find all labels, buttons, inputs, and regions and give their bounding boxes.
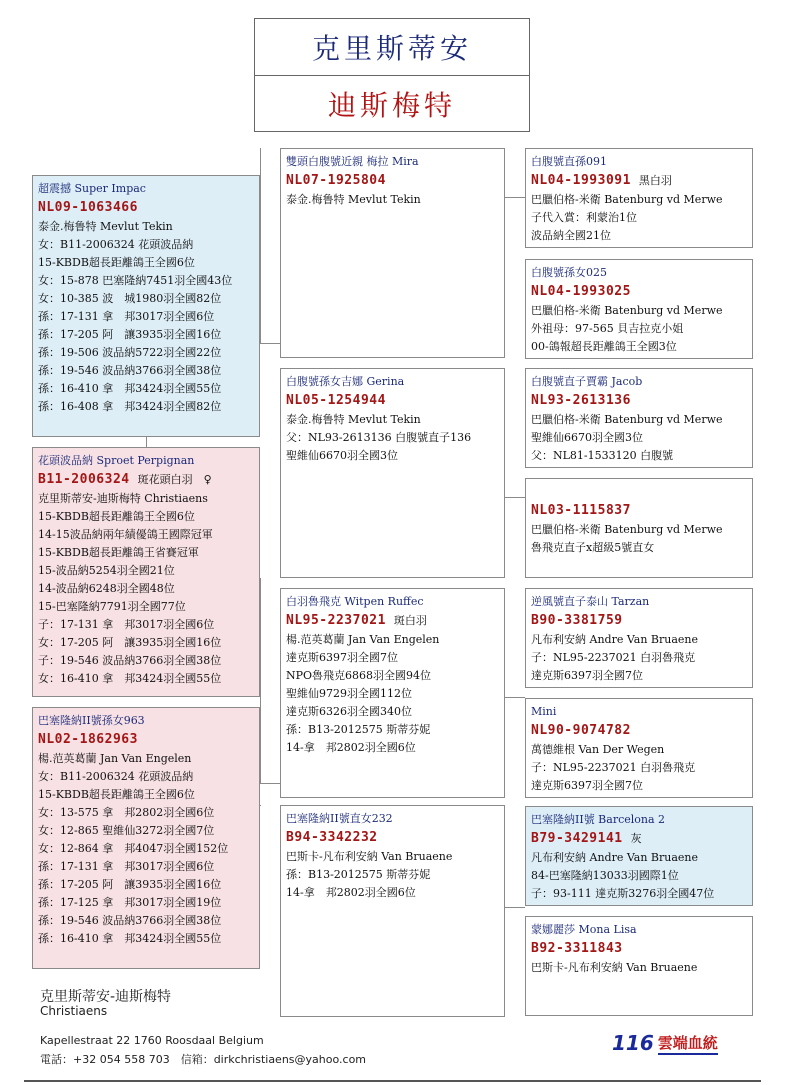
info-line: NPO魯飛克6868羽全國94位 [286, 669, 432, 682]
pedigree-title-box [254, 18, 530, 132]
ancestor-card [525, 478, 753, 578]
color-label: 灰 [630, 832, 642, 845]
info-line: 子：NL95-2237021 白羽魯飛克 [531, 651, 696, 664]
subject-card [32, 447, 260, 697]
ring-number: B90-3381759 [531, 613, 623, 628]
ring-number: NL95-2237021 斑白羽 [286, 613, 427, 628]
pigeon-name: 巴塞隆納II號直女232 [286, 812, 393, 825]
brand-logo [612, 1030, 722, 1056]
ancestor-card-highlight [525, 806, 753, 906]
info-line: 子：93-111 達克斯3276羽全國47位 [531, 887, 715, 900]
info-line: 孫：17-125 拿 邦3017羽全國19位 [38, 896, 222, 909]
color-label: 斑白羽 [393, 614, 427, 627]
info-line: 女：B11-2006324 花頭波品納 [38, 770, 194, 783]
ring-number: NL90-9074782 [531, 723, 631, 738]
info-line: 巴斯卡-凡布利安納 Van Bruaene [286, 850, 453, 863]
info-line: 14-15波品納兩年績優鴿王國際冠軍 [38, 528, 213, 541]
connector-line [260, 805, 261, 806]
grandsire-sire-card [280, 148, 505, 358]
ancestor-card [525, 698, 753, 798]
pigeon-name: 蒙娜麗莎 Mona Lisa [531, 923, 637, 936]
bottom-divider [24, 1080, 761, 1082]
info-line: 女：16-410 拿 邦3424羽全國55位 [38, 672, 222, 685]
info-line: 15-波品納5254羽全國21位 [38, 564, 175, 577]
connector-line [260, 343, 280, 344]
info-line: 楊.范英葛蘭 Jan Van Engelen [38, 752, 192, 765]
info-line: 孫：19-546 波品納3766羽全國38位 [38, 364, 222, 377]
connector-line [260, 783, 280, 784]
info-line: 聖維仙9729羽全國112位 [286, 687, 412, 700]
ring-number: B94-3342232 [286, 830, 378, 845]
info-line: 孫：19-506 波品納5722羽全國22位 [38, 346, 222, 359]
info-line: 外祖母：97-565 貝吉拉克小姐 [531, 322, 684, 335]
info-line: 14-波品納6248羽全國48位 [38, 582, 175, 595]
ancestor-card [525, 148, 753, 248]
grandsire-dam-card [280, 588, 505, 798]
info-line: 女：12-865 聖維仙3272羽全國7位 [38, 824, 215, 837]
info-line: 子：17-131 拿 邦3017羽全國6位 [38, 618, 215, 631]
info-line: 泰金.梅鲁特 Mevlut Tekin [286, 193, 421, 206]
info-line: 父：NL81-1533120 白腹號 [531, 449, 674, 462]
info-line: 巴臘伯格-米衛 Batenburg vd Merwe [531, 304, 723, 317]
info-line: 孫：B13-2012575 斯蒂芬妮 [286, 723, 431, 736]
info-line: 楊.范英葛蘭 Jan Van Engelen [286, 633, 440, 646]
info-line: 孫：16-410 拿 邦3424羽全國55位 [38, 382, 222, 395]
info-line: 孫：19-546 波品納3766羽全國38位 [38, 914, 222, 927]
info-line: 孫：17-131 拿 邦3017羽全國6位 [38, 310, 215, 323]
color-sex-label: 斑花頭白羽 ♀ [137, 473, 212, 486]
info-line: 15-KBDB超長距離鴿王全國6位 [38, 510, 195, 523]
info-line: 女：13-575 拿 邦2802羽全國6位 [38, 806, 215, 819]
pigeon-name: 花頭波品納 Sproet Perpignan [38, 454, 195, 467]
info-line: 聖維仙6670羽全國3位 [531, 431, 643, 444]
logo-text: 雲端血統 [658, 1032, 718, 1055]
pigeon-name: 白腹號直子賈霸 Jacob [531, 375, 643, 388]
connector-line [505, 197, 525, 198]
owner-contact: 電話：+32 054 558 703 信箱：dirkchristiaens@yahoo.com [40, 1053, 367, 1066]
pigeon-name: Mini [531, 705, 557, 718]
info-line: 孫：B13-2012575 斯蒂芬妮 [286, 868, 431, 881]
ring-number: NL04-1993091 黑白羽 [531, 173, 672, 188]
sire-card [32, 175, 260, 437]
connector-line [505, 907, 525, 908]
ring-number: B79-3429141 灰 [531, 831, 642, 846]
ring-number: NL03-1115837 [531, 503, 631, 518]
pigeon-name [531, 483, 748, 501]
pigeon-name: 逆風號直子泰山 Tarzan [531, 595, 650, 608]
pigeon-name: 白羽魯飛克 Witpen Ruffec [286, 595, 424, 608]
ring-number: NL93-2613136 [531, 393, 631, 408]
ancestor-card [525, 259, 753, 359]
ring-number: NL02-1862963 [38, 732, 138, 747]
info-line: 巴臘伯格-米衛 Batenburg vd Merwe [531, 193, 723, 206]
info-line: 子：NL95-2237021 白羽魯飛克 [531, 761, 696, 774]
ancestor-card [525, 368, 753, 468]
info-line: 凡布利安納 Andre Van Bruaene [531, 633, 698, 646]
pigeon-name: 巴塞隆納II號孫女963 [38, 714, 145, 727]
info-line: 孫：16-408 拿 邦3424羽全國82位 [38, 400, 222, 413]
info-line: 15-KBDB超長距離鴿王全國6位 [38, 256, 195, 269]
info-line: 女：15-878 巴塞隆納7451羽全國43位 [38, 274, 233, 287]
owner-address: Kapellestraat 22 1760 Roosdaal Belgium [40, 1034, 264, 1047]
info-line: 克里斯蒂安-迪斯梅特 Christiaens [38, 492, 208, 505]
info-line: 父：NL93-2613136 白腹號直子136 [286, 431, 472, 444]
info-line: 00-鴿報超長距離鴿王全國3位 [531, 340, 677, 353]
info-line: 泰金.梅鲁特 Mevlut Tekin [286, 413, 421, 426]
ring-number: NL07-1925804 [286, 173, 386, 188]
ring-number: B11-2006324 斑花頭白羽 ♀ [38, 472, 212, 487]
pigeon-name: 雙頭白腹號近親 梅拉 Mira [286, 155, 419, 168]
ancestor-card [525, 588, 753, 688]
info-line: 84-巴塞隆納13033羽國際1位 [531, 869, 679, 882]
info-line: 孫：17-205 阿 讓3935羽全國16位 [38, 878, 222, 891]
ancestor-card [525, 916, 753, 1016]
connector-line [260, 578, 261, 783]
ring-number: NL04-1993025 [531, 284, 631, 299]
info-line: 15-巴塞隆納7791羽全國77位 [38, 600, 186, 613]
info-line: 女：17-205 阿 讓3935羽全國16位 [38, 636, 222, 649]
ring-number: NL09-1063466 [38, 200, 138, 215]
pedigree-title-first-name: 克里斯蒂安 [255, 19, 529, 76]
granddam-sire-card [280, 368, 505, 578]
ring-number: NL05-1254944 [286, 393, 386, 408]
connector-line [505, 697, 525, 698]
pigeon-name: 白腹號直孫091 [531, 155, 607, 168]
info-line: 巴斯卡-凡布利安納 Van Bruaene [531, 961, 698, 974]
info-line: 巴臘伯格-米衛 Batenburg vd Merwe [531, 523, 723, 536]
info-line: 達克斯6397羽全國7位 [286, 651, 398, 664]
info-line: 聖維仙6670羽全國3位 [286, 449, 398, 462]
owner-name-english: Christiaens [40, 1004, 108, 1018]
info-line: 女：B11-2006324 花頭波品納 [38, 238, 194, 251]
info-line: 波品納全國21位 [531, 229, 611, 242]
info-line: 孫：17-131 拿 邦3017羽全國6位 [38, 860, 215, 873]
connector-line [505, 497, 525, 498]
logo-number: 116 [612, 1031, 654, 1055]
info-line: 14-拿 邦2802羽全國6位 [286, 741, 416, 754]
info-line: 達克斯6397羽全國7位 [531, 669, 643, 682]
info-line: 達克斯6397羽全國7位 [531, 779, 643, 792]
pigeon-name: 白腹號孫女吉娜 Gerina [286, 375, 405, 388]
info-line: 女：10-385 波 城1980羽全國82位 [38, 292, 222, 305]
info-line: 孫：16-410 拿 邦3424羽全國55位 [38, 932, 222, 945]
pigeon-name: 白腹號孫女025 [531, 266, 607, 279]
ring-number: B92-3311843 [531, 941, 623, 956]
info-line: 泰金.梅鲁特 Mevlut Tekin [38, 220, 173, 233]
info-line: 巴臘伯格-米衛 Batenburg vd Merwe [531, 413, 723, 426]
info-line: 魯飛克直子x超級5號直女 [531, 541, 655, 554]
info-line: 凡布利安納 Andre Van Bruaene [531, 851, 698, 864]
color-label: 黑白羽 [638, 174, 672, 187]
connector-line [260, 148, 261, 343]
info-line: 孫：17-205 阿 讓3935羽全國16位 [38, 328, 222, 341]
info-line: 達克斯6326羽全國340位 [286, 705, 412, 718]
info-line: 女：12-864 拿 邦4047羽全國152位 [38, 842, 229, 855]
info-line: 子代入賞：利蒙治1位 [531, 211, 637, 224]
info-line: 14-拿 邦2802羽全國6位 [286, 886, 416, 899]
pedigree-title-last-name: 迪斯梅特 [327, 89, 456, 122]
pigeon-name: 超震撼 Super Impac [38, 182, 146, 195]
granddam-dam-card [280, 805, 505, 1017]
info-line: 15-KBDB超長距離鴿王省賽冠軍 [38, 546, 199, 559]
info-line: 子：19-546 波品納3766羽全國38位 [38, 654, 222, 667]
info-line: 萬德維根 Van Der Wegen [531, 743, 665, 756]
dam-card [32, 707, 260, 969]
owner-name-chinese: 克里斯蒂安-迪斯梅特 [40, 989, 172, 1005]
pigeon-name: 巴塞隆納II號 Barcelona 2 [531, 813, 666, 826]
connector-line [146, 437, 147, 447]
info-line: 15-KBDB超長距離鴿王全國6位 [38, 788, 195, 801]
